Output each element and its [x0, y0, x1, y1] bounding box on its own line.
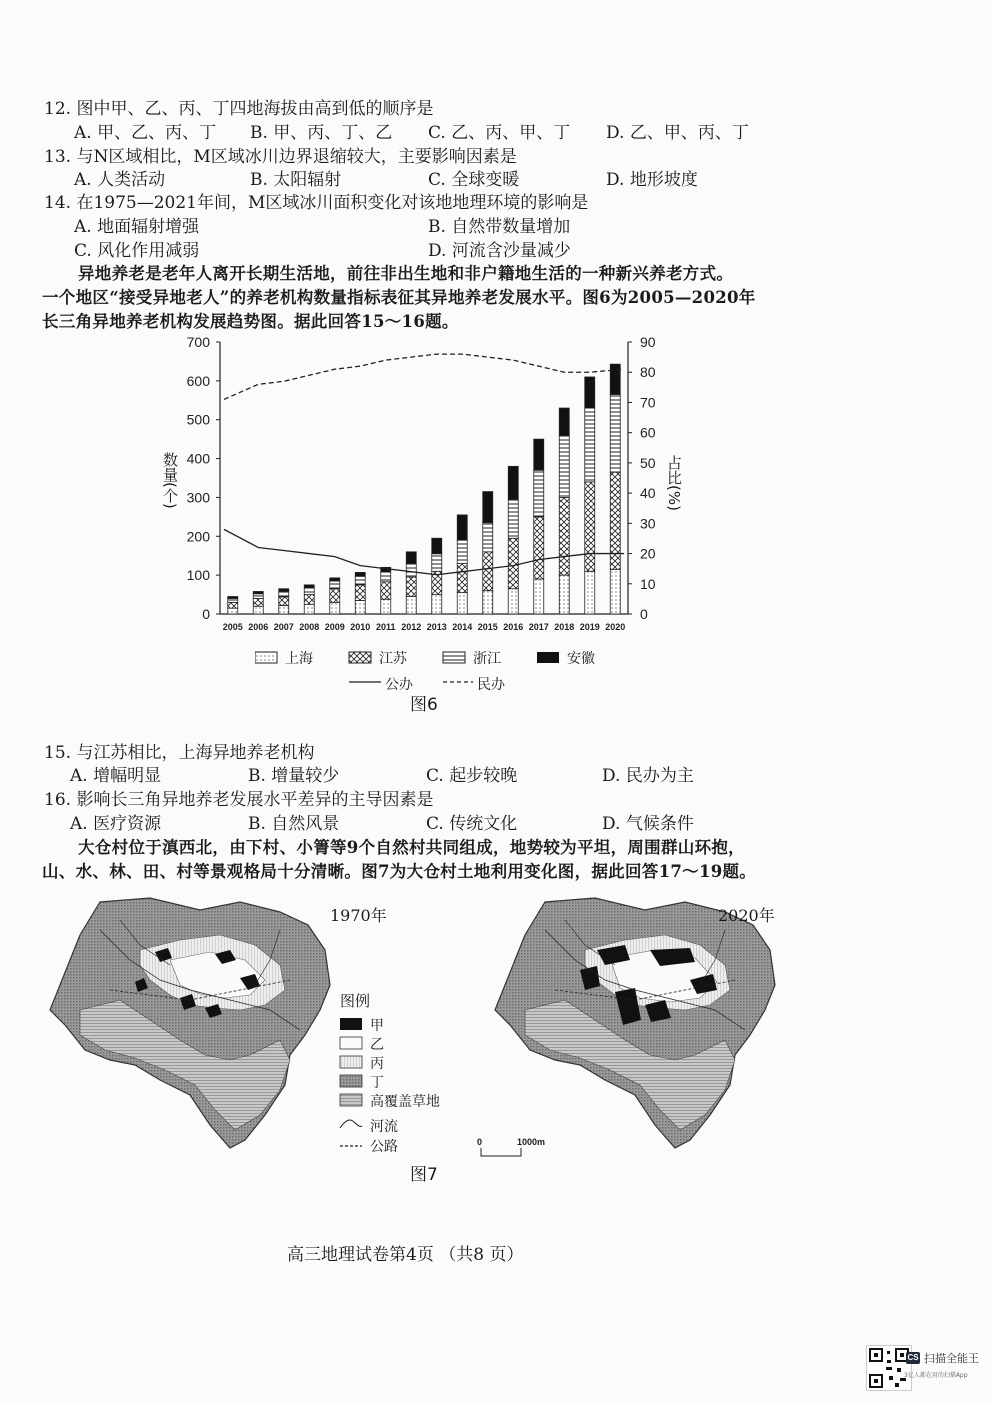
legend-swatch-anhui	[537, 652, 559, 663]
x-tick-label: 2014	[452, 622, 473, 632]
line-series	[224, 354, 624, 399]
y-tick-label: 200	[186, 528, 210, 545]
legend-public: 公办	[385, 677, 413, 693]
q15-option-a: A. 增幅明显	[70, 766, 162, 786]
y-tick-label: 600	[186, 372, 210, 389]
bar-segment	[304, 588, 314, 595]
bar-segment	[355, 572, 365, 576]
swatch-ding	[340, 1075, 362, 1087]
bar-segment	[457, 593, 467, 614]
figure7-legend-swatches	[340, 1018, 521, 1156]
bar-segment	[559, 408, 569, 435]
qr-code-icon	[866, 1345, 912, 1391]
map-2020	[495, 898, 775, 1148]
y2-tick-label: 20	[640, 545, 656, 562]
cs-logo: CS	[907, 1353, 919, 1362]
bar-segment	[432, 595, 442, 614]
y-tick-label: 0	[202, 606, 210, 622]
x-tick-label: 2012	[401, 622, 422, 632]
year-1970: 1970年	[330, 906, 387, 925]
intro2-line2: 山、水、林、田、村等景观格局十分清晰。图7为大仓村土地利用变化图，据此回答17～19题。	[42, 862, 757, 881]
bar-segment	[534, 579, 544, 614]
bar-segment	[330, 581, 340, 589]
page-footer: 高三地理试卷第4页 （共8 页）	[287, 1245, 524, 1265]
q16-option-c: C. 传统文化	[426, 814, 518, 834]
y2-tick-label: 0	[640, 606, 648, 622]
bar-segment	[253, 598, 263, 606]
q14-option-b: B. 自然带数量增加	[428, 217, 571, 237]
scanner-subtitle: 3亿人都在用的扫描App	[904, 1372, 968, 1379]
q12-option-d: D. 乙、甲、丙、丁	[606, 123, 749, 143]
legend-road: 公路	[370, 1139, 398, 1155]
bar-segment	[406, 552, 416, 564]
bar-segment	[253, 591, 263, 593]
legend-grass: 高覆盖草地	[370, 1094, 440, 1110]
q12-stem: 12. 图中甲、乙、丙、丁四地海拔由高到低的顺序是	[44, 99, 434, 119]
swatch-river	[340, 1120, 362, 1128]
bar-segment	[610, 569, 620, 614]
y2-tick-label: 40	[640, 485, 656, 502]
legend-ding: 丁	[370, 1075, 384, 1091]
bar-segment	[279, 589, 289, 591]
swatch-jia	[340, 1018, 362, 1030]
x-tick-label: 2018	[554, 622, 575, 632]
x-tick-label: 2011	[375, 622, 396, 632]
y-tick-label: 400	[186, 450, 210, 467]
q13-option-d: D. 地形坡度	[606, 170, 698, 190]
bar-segment	[381, 599, 391, 614]
q13-stem: 13. 与N区域相比，M区域冰川边界退缩较大，主要影响因素是	[44, 147, 517, 167]
x-tick-label: 2008	[299, 622, 320, 632]
legend-swatch-shanghai	[255, 652, 277, 663]
bar-segment	[534, 517, 544, 579]
x-tick-label: 2020	[605, 622, 626, 632]
figure7-caption: 图7	[410, 1165, 438, 1185]
bar-segment	[559, 575, 569, 614]
bar-segment	[483, 492, 493, 523]
x-tick-label: 2015	[477, 622, 498, 632]
x-tick-label: 2016	[503, 622, 524, 632]
legend-river: 河流	[370, 1119, 398, 1135]
bar-segment	[406, 597, 416, 614]
y2-tick-label: 90	[640, 334, 656, 350]
bar-segment	[228, 598, 238, 602]
bar-segment	[355, 576, 365, 585]
bar-segment	[483, 591, 493, 614]
y2-tick-label: 10	[640, 575, 656, 592]
q16-option-d: D. 气候条件	[602, 814, 694, 834]
y2-axis-label: 占比(%)	[665, 455, 683, 511]
y2-tick-label: 60	[640, 424, 656, 441]
figure7-maps	[40, 890, 800, 1165]
legend-private: 民办	[477, 677, 505, 693]
bar-segment	[304, 585, 314, 588]
bar-segment	[508, 589, 518, 614]
bar-segment	[585, 377, 595, 408]
x-tick-label: 2019	[579, 622, 600, 632]
y-tick-label: 100	[186, 567, 210, 584]
q16-stem: 16. 影响长三角异地养老发展水平差异的主导因素是	[44, 790, 434, 810]
x-tick-label: 2013	[426, 622, 447, 632]
bar-segment	[228, 597, 238, 599]
bar-segment	[406, 563, 416, 577]
swatch-grass	[340, 1094, 362, 1106]
x-tick-label: 2009	[324, 622, 345, 632]
q14-option-d: D. 河流含沙量减少	[428, 241, 571, 261]
q12-option-b: B. 甲、丙、丁、乙	[250, 123, 393, 143]
bar-segment	[610, 364, 620, 394]
legend-yi: 乙	[370, 1037, 384, 1053]
bar-segment	[330, 578, 340, 581]
bar-segment	[534, 439, 544, 470]
scale-bar	[481, 1148, 521, 1156]
bar-segment	[253, 606, 263, 614]
q15-option-c: C. 起步较晚	[426, 766, 518, 786]
q16-option-a: A. 医疗资源	[70, 814, 162, 834]
q13-option-b: B. 太阳辐射	[250, 170, 342, 190]
y2-tick-label: 30	[640, 515, 656, 532]
bar-segment	[432, 538, 442, 554]
bar-segment	[559, 435, 569, 497]
bar-segment	[610, 394, 620, 472]
q16-option-b: B. 自然风景	[248, 814, 340, 834]
legend-bing: 丙	[370, 1056, 384, 1072]
bar-segment	[457, 515, 467, 540]
bar-segment	[585, 482, 595, 571]
x-tick-label: 2006	[248, 622, 269, 632]
q15-option-b: B. 增量较少	[248, 766, 340, 786]
intro1-line1: 异地养老是老年人离开长期生活地，前往非出生地和非户籍地生活的一种新兴养老方式。	[78, 264, 734, 283]
swatch-bing	[340, 1056, 362, 1068]
legend-jia: 甲	[370, 1018, 384, 1034]
bar-segment	[406, 577, 416, 596]
q14-stem: 14. 在1975—2021年间，M区域冰川面积变化对该地地理环境的影响是	[44, 193, 589, 213]
bar-segment	[610, 472, 620, 569]
bar-segment	[228, 608, 238, 614]
bar-segment	[508, 499, 518, 538]
figure6-caption: 图6	[410, 695, 438, 715]
x-tick-label: 2007	[273, 622, 294, 632]
q14-option-a: A. 地面辐射增强	[74, 217, 200, 237]
y-tick-label: 500	[186, 411, 210, 428]
legend-jiangsu: 江苏	[379, 651, 407, 667]
year-2020: 2020年	[718, 906, 775, 925]
intro1-line3: 长三角异地养老机构发展趋势图。据此回答15～16题。	[42, 312, 459, 331]
y-tick-label: 700	[186, 334, 210, 350]
q14-option-c: C. 风化作用减弱	[74, 241, 200, 261]
y-axis-label: 数量(个)	[161, 452, 179, 509]
legend-swatch-jiangsu	[349, 652, 371, 663]
intro2-line1: 大仓村位于滇西北，由下村、小箐等9个自然村共同组成，地势较为平坦，周围群山环抱，	[78, 838, 745, 857]
intro1-line2: 一个地区“接受异地老人”的养老机构数量指标表征其异地养老发展水平。图6为2005—2020年	[42, 288, 756, 307]
legend-swatches	[255, 650, 675, 695]
legend-swatch-zhejiang	[443, 652, 465, 663]
figure7-legend-title: 图例	[340, 992, 371, 1010]
figure6-chart	[150, 330, 710, 705]
bar-segment	[457, 540, 467, 563]
legend-anhui: 安徽	[567, 651, 595, 667]
bar-segment	[585, 571, 595, 614]
y-tick-label: 300	[186, 489, 210, 506]
scanner-title: 扫描全能王	[924, 1352, 979, 1365]
q12-option-c: C. 乙、丙、甲、丁	[428, 123, 571, 143]
x-tick-label: 2005	[222, 622, 243, 632]
bar-segment	[279, 605, 289, 614]
bar-segment	[228, 602, 238, 608]
q15-option-d: D. 民办为主	[602, 766, 694, 786]
bar-segment	[457, 563, 467, 592]
bar-segment	[381, 572, 391, 582]
y2-tick-label: 80	[640, 364, 656, 381]
q15-stem: 15. 与江苏相比，上海异地养老机构	[44, 743, 315, 763]
bar-segment	[483, 523, 493, 552]
bar-segment	[279, 597, 289, 606]
x-tick-label: 2010	[350, 622, 371, 632]
q12-option-a: A. 甲、乙、丙、丁	[74, 123, 217, 143]
legend-shanghai: 上海	[285, 651, 313, 667]
bar-segment	[534, 470, 544, 517]
bar-segment	[279, 591, 289, 597]
bar-segment	[304, 595, 314, 605]
map-1970	[50, 898, 330, 1148]
bar-segment	[355, 585, 365, 601]
bar-segment	[253, 594, 263, 599]
swatch-yi	[340, 1037, 362, 1049]
x-tick-label: 2017	[528, 622, 549, 632]
bar-segment	[508, 538, 518, 589]
q13-option-c: C. 全球变暖	[428, 170, 520, 190]
bar-segment	[381, 582, 391, 599]
bar-segment	[432, 554, 442, 571]
legend-zhejiang: 浙江	[473, 651, 501, 667]
bar-segment	[355, 600, 365, 614]
bar-segment	[330, 589, 340, 603]
bar-segment	[559, 497, 569, 575]
scale-zero: 0	[477, 1137, 483, 1147]
scale-label: 1000m	[517, 1137, 546, 1147]
bar-segment	[304, 604, 314, 614]
q13-option-a: A. 人类活动	[74, 170, 166, 190]
bar-segment	[330, 602, 340, 614]
bar-segment	[508, 466, 518, 499]
y2-tick-label: 70	[640, 394, 656, 411]
bar-segment	[483, 552, 493, 591]
bar-segment	[585, 408, 595, 482]
y2-tick-label: 50	[640, 454, 656, 471]
